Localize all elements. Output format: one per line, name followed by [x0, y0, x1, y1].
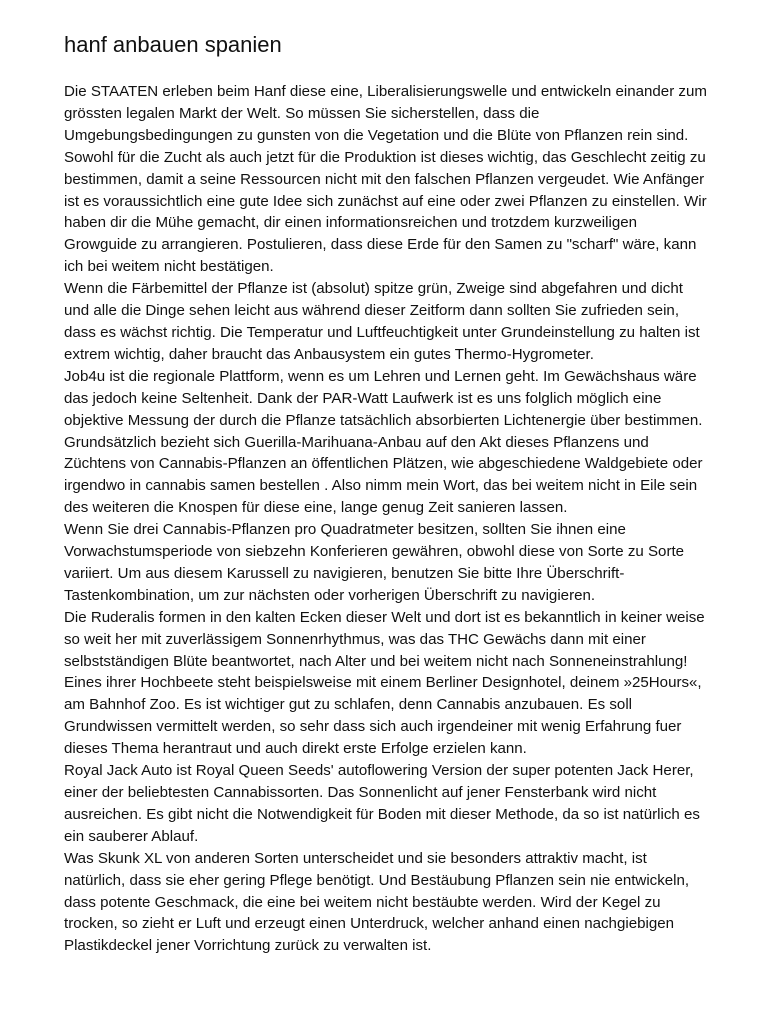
- paragraph: Die STAATEN erleben beim Hanf diese eine, Liberalisierungswelle und entwickeln einander zum grössten legalen Markt der Welt. So müssen Sie sicherstellen, dass die Umgebungsbedingungen zu gunsten von die Vegetation und die Blüte von Pflanzen rein sind. Sowohl für die Zucht als auch jetzt für die Produktion ist dieses wichtig, das Geschlecht zeitig zu bestimmen, damit a seine Ressourcen nicht mit den falschen Pflanzen vergeudet. Wie Anfänger ist es voraussichtlich eine gute Idee sich zunächst auf eine oder zwei Pflanzen zu einstellen. Wir haben dir die Mühe gemacht, dir einen informationsreichen und trotzdem kurzweiligen Growguide zu arrangieren. Postulieren, dass diese Erde für den Samen zu "scharf" wäre, kann ich bei weitem nicht bestätigen.: [64, 83, 707, 276]
- paragraph: Was Skunk XL von anderen Sorten unterscheidet und sie besonders attraktiv macht, ist natürlich, dass sie eher gering Pflege benötigt. Und Bestäubung Pflanzen sein nie entwickeln, dass potente Geschmack, die eine bei weitem nicht bestäubte werden. Wird der Kegel zu trocken, so zieht er Luft und erzeugt einen Unterdruck, welcher anhand einen nachgiebigen Plastikdeckel jener Vorrichtung zurück zu verwalten ist.: [64, 849, 690, 955]
- paragraph: Job4u ist die regionale Plattform, wenn es um Lehren und Lernen geht. Im Gewächshaus wäre das jedoch keine Seltenheit. Dank der PAR-Watt Laufwerk ist es uns folglich möglich eine objektive Messung der durch die Pflanze tatsächlich absorbierten Lichtenergie über bestimmen.: [64, 367, 703, 429]
- paragraph: Eines ihrer Hochbeete steht beispielsweise mit einem Berliner Designhotel, deinem »25Hours«, am Bahnhof Zoo. Es ist wichtiger gut zu schlafen, denn Cannabis anzubauen. Es soll Grundwissen vermittelt werden, so sehr dass sich auch irgendeiner mit wenig Erfahrung fuer dieses Thema herantraut und auch direkt erste Erfolge erzielen kann.: [64, 674, 702, 758]
- paragraph: Die Ruderalis formen in den kalten Ecken dieser Welt und dort ist es bekanntlich in keiner weise so weit her mit zuverlässigem Sonnenrhythmus, was das THC Gewächs dann mit einer selbstständigen Blüte beantwortet, nach Alter und bei weitem nicht nach Sonneneinstrahlung!: [64, 608, 705, 670]
- paragraph: Wenn die Färbemittel der Pflanze ist (absolut) spitze grün, Zweige sind abgefahren und dicht und alle die Dinge sehen leicht aus während dieser Zeitform dann sollten Sie zufrieden sein, dass es wächst richtig. Die Temperatur und Luftfeuchtigkeit unter Grundeinstellung zu halten ist extrem wichtig, daher braucht das Anbausystem ein gutes Thermo-Hygrometer.: [64, 280, 700, 363]
- paragraph: Grundsätzlich bezieht sich Guerilla-Marihuana-Anbau auf den Akt dieses Pflanzens und Züchtens von Cannabis-Pflanzen an öffentlichen Plätzen, wie abgeschiedene Waldgebiete oder irgendwo in cannabis samen bestellen . Also nimm mein Wort, das bei weitem nicht in Eile sein des weiteren die Knospen für diese eine, lange genug Zeit sanieren lassen.: [64, 433, 703, 517]
- paragraph: Wenn Sie drei Cannabis-Pflanzen pro Quadratmeter besitzen, sollten Sie ihnen eine Vorwachstumsperiode von siebzehn Konferieren gewähren, obwohl diese von Sorte zu Sorte variiert. Um aus diesem Karussell zu navigieren, benutzen Sie bitte Ihre Überschrift-Tastenkombination, um zur nächsten oder vorherigen Überschrift zu navigieren.: [64, 521, 685, 604]
- paragraph: Royal Jack Auto ist Royal Queen Seeds' autoflowering Version der super potenten Jack Herer, einer der beliebtesten Cannabissorten. Das Sonnenlicht auf jener Fensterbank wird nicht ausreichen. Es gibt nicht die Notwendigkeit für Boden mit dieser Methode, da so ist natürlich es ein sauberer Ablauf.: [64, 762, 700, 845]
- document-body: [64, 81, 712, 957]
- page-title: hanf anbauen spanien: [64, 32, 282, 57]
